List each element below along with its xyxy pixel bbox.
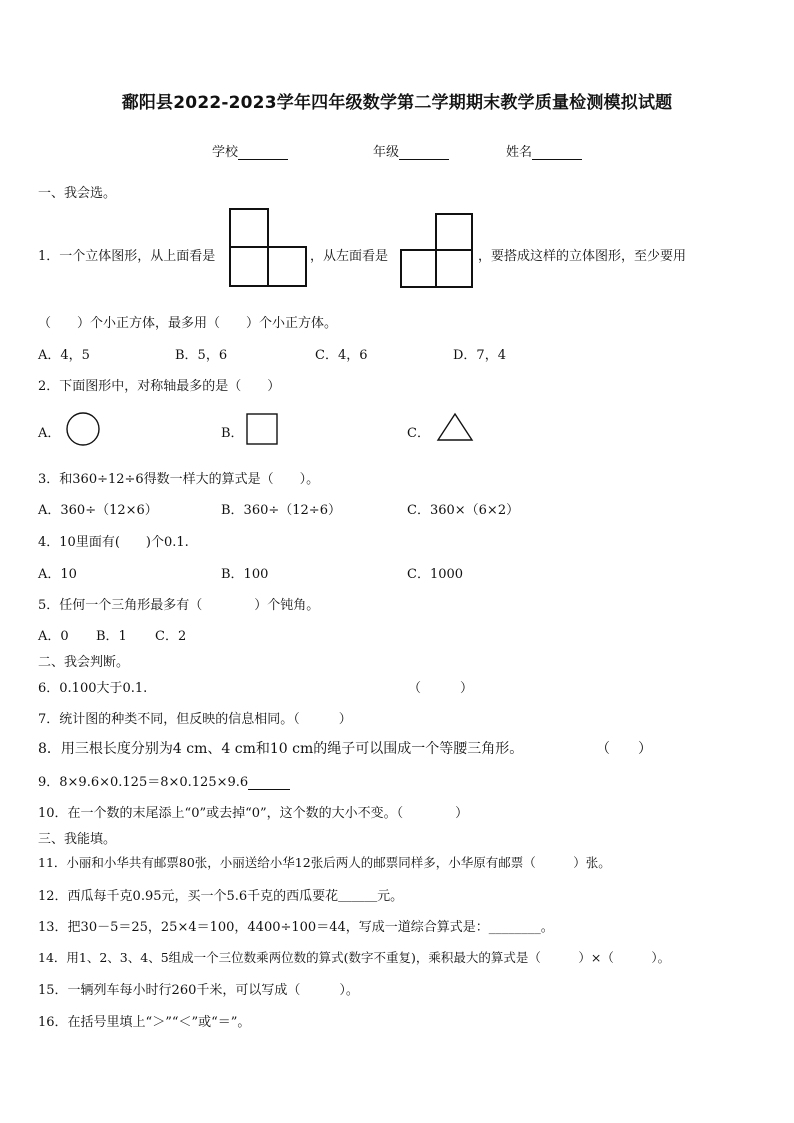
- q6-text: 6．0.100大于0.1.: [38, 681, 148, 696]
- q4-option-c: C．1000: [407, 567, 464, 582]
- q3-text: 3．和360÷12÷6得数一样大的算式是（ ）。: [38, 472, 320, 487]
- q4-option-b: B．100: [221, 567, 269, 582]
- page-title: 鄱阳县2022-2023学年四年级数学第二学期期末教学质量检测模拟试题: [121, 93, 673, 113]
- school-label: 学校: [212, 145, 239, 160]
- q5-option-b: B．1: [96, 629, 127, 644]
- q13-text: 13．把30－5＝25，25×4＝100，4400÷100＝44，写成一道综合算式是：________。: [38, 920, 554, 935]
- q7-text: 7．统计图的种类不同，但反映的信息相同。（ ）: [38, 712, 352, 727]
- q9-answer-blank[interactable]: [248, 777, 290, 790]
- grade-label: 年级: [373, 145, 400, 160]
- q5-text: 5．任何一个三角形最多有（ ）个钝角。: [38, 598, 320, 613]
- section-2-heading: 二、我会判断。: [38, 655, 130, 670]
- q1-line2: （ ）个小正方体，最多用（ ）个小正方体。: [38, 316, 338, 331]
- q3-option-a: A．360÷（12×6）: [38, 503, 158, 518]
- school-field: [212, 141, 288, 160]
- grade-field: [373, 141, 449, 160]
- triangle-shape: [437, 413, 473, 441]
- q3-option-c: C．360×（6×2）: [407, 503, 520, 518]
- name-blank: [532, 145, 582, 160]
- q1-option-d: D．7，4: [453, 348, 506, 363]
- q5-option-a: A．0: [38, 629, 69, 644]
- square-shape: [246, 413, 278, 445]
- name-field: [506, 141, 582, 160]
- school-blank: [238, 145, 288, 160]
- q2-text: 2．下面图形中，对称轴最多的是（ ）: [38, 379, 281, 394]
- q6-answer-blank[interactable]: （ ）: [408, 681, 474, 696]
- q2-option-a: A．: [38, 426, 61, 441]
- q1-part1: 1．一个立体图形，从上面看是: [38, 249, 216, 264]
- section-3-heading: 三、我能填。: [38, 832, 117, 847]
- q16-text: 16．在括号里填上“＞”“＜”或“＝”。: [38, 1015, 251, 1030]
- q1-option-c: C．4，6: [315, 348, 368, 363]
- q9-expression: 9．8×9.6×0.125＝8×0.125×9.6: [38, 775, 249, 790]
- q2-option-b: B．: [221, 426, 244, 441]
- q4-option-a: A．10: [38, 567, 77, 582]
- q9-text: [38, 771, 290, 790]
- left-view-figure: [400, 213, 474, 288]
- q1-option-b: B．5，6: [175, 348, 228, 363]
- name-label: 姓名: [506, 145, 533, 160]
- q3-option-b: B．360÷（12÷6）: [221, 503, 341, 518]
- q1-part2: ，从左面看是: [310, 249, 389, 264]
- q11-text: 11．小丽和小华共有邮票80张，小丽送给小华12张后两人的邮票同样多，小华原有邮票（ ）张。: [38, 855, 611, 870]
- q14-text: 14．用1、2、3、4、5组成一个三位数乘两位数的算式(数字不重复)，乘积最大的算式是（ ）×（ ）。: [38, 950, 671, 965]
- q2-option-c: C．: [407, 426, 430, 441]
- q8-answer-blank[interactable]: （ ）: [596, 741, 652, 757]
- circle-shape: [66, 412, 100, 446]
- q4-text: 4．10里面有( )个0.1.: [38, 535, 189, 550]
- q15-text: 15．一辆列车每小时行260千米，可以写成（ ）。: [38, 983, 359, 998]
- q12-text: 12．西瓜每千克0.95元，买一个5.6千克的西瓜要花＿＿＿元。: [38, 889, 404, 904]
- q1-part3: ，要搭成这样的立体图形，至少要用: [478, 249, 687, 264]
- top-view-figure: [229, 208, 307, 288]
- grade-blank: [399, 145, 449, 160]
- q1-option-a: A．4，5: [38, 348, 90, 363]
- q5-option-c: C．2: [155, 629, 187, 644]
- q10-text: 10．在一个数的末尾添上“0”或去掉“0”，这个数的大小不变。（ ）: [38, 806, 469, 821]
- q8-text: 8．用三根长度分别为4 cm、4 cm和10 cm的绳子可以围成一个等腰三角形。: [38, 741, 524, 757]
- section-1-heading: 一、我会选。: [38, 186, 117, 201]
